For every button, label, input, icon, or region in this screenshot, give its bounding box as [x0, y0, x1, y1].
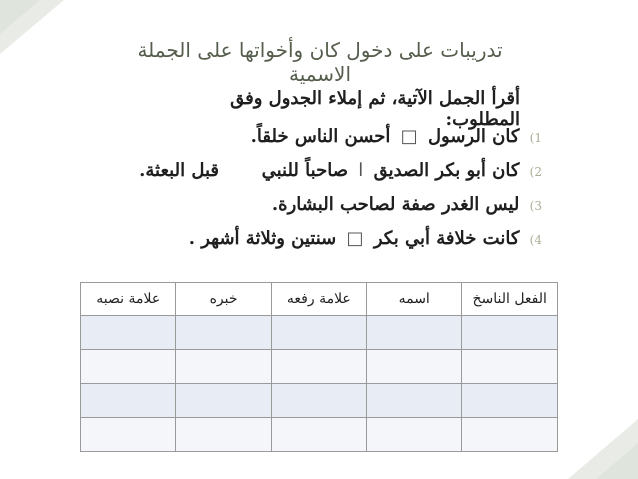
slide-title: تدريبات على دخول كان وأخواتها على الجملة الاسمية [137, 38, 503, 86]
table-cell[interactable] [81, 316, 176, 350]
sentence-list [72, 120, 542, 256]
table-cell[interactable] [176, 316, 271, 350]
instruction-text: أقرأ الجمل الآتية، ثم إملاء الجدول وفق المطلوب: [230, 88, 520, 130]
table-cell[interactable] [367, 418, 462, 452]
sentence-text: ليس الغدر صفة لصاحب البشارة. [271, 194, 520, 215]
sentence-text: كانت خلافة أبي بكر [373, 228, 520, 249]
table-cell[interactable] [462, 316, 558, 350]
sentence-item-3 [72, 188, 542, 222]
placeholder-box-icon: □ [346, 228, 364, 249]
sentence-text: أحسن الناس خلقاً. [250, 126, 391, 147]
placeholder-box-icon: □ [400, 126, 418, 147]
sentence-text: سنتين وثلاثة أشهر . [188, 228, 337, 249]
table-cell[interactable] [462, 418, 558, 452]
table-cell[interactable] [271, 384, 366, 418]
table-cell[interactable] [176, 418, 271, 452]
table-row [81, 350, 558, 384]
separator-mark: ا [358, 160, 364, 181]
sentence-text: قبل البعثة. [139, 160, 220, 181]
table-cell[interactable] [271, 350, 366, 384]
table-row [81, 316, 558, 350]
sentence-item-2 [72, 154, 542, 188]
table-cell[interactable] [176, 350, 271, 384]
table-cell[interactable] [367, 350, 462, 384]
table-cell[interactable] [81, 418, 176, 452]
table-cell[interactable] [176, 384, 271, 418]
sentence-text: صاحباً للنبي [261, 160, 348, 181]
table-cell[interactable] [462, 384, 558, 418]
sentence-text: كان أبو بكر الصديق [373, 160, 520, 181]
corner-decoration-bottom-right-inner [596, 443, 638, 479]
table-cell[interactable] [271, 316, 366, 350]
sentence-item-1 [72, 120, 542, 154]
item-number: 4) [529, 233, 542, 247]
item-number: 3) [529, 199, 542, 213]
table-header-row [81, 283, 558, 316]
column-header: خبره [176, 283, 271, 316]
table-cell[interactable] [462, 350, 558, 384]
table-row [81, 418, 558, 452]
table-cell[interactable] [271, 418, 366, 452]
table-cell[interactable] [81, 350, 176, 384]
sentence-text: كان الرسول [427, 126, 520, 147]
table-cell[interactable] [367, 316, 462, 350]
answer-table [80, 282, 558, 452]
item-number: 2) [529, 165, 542, 179]
column-header: علامة نصبه [81, 283, 176, 316]
column-header: الفعل الناسخ [462, 283, 558, 316]
column-header: اسمه [367, 283, 462, 316]
table-row [81, 384, 558, 418]
table-cell[interactable] [81, 384, 176, 418]
item-number: 1) [529, 131, 542, 145]
corner-decoration-top-left-inner [0, 0, 40, 34]
column-header: علامة رفعه [271, 283, 366, 316]
sentence-item-4 [72, 222, 542, 256]
table-cell[interactable] [367, 384, 462, 418]
